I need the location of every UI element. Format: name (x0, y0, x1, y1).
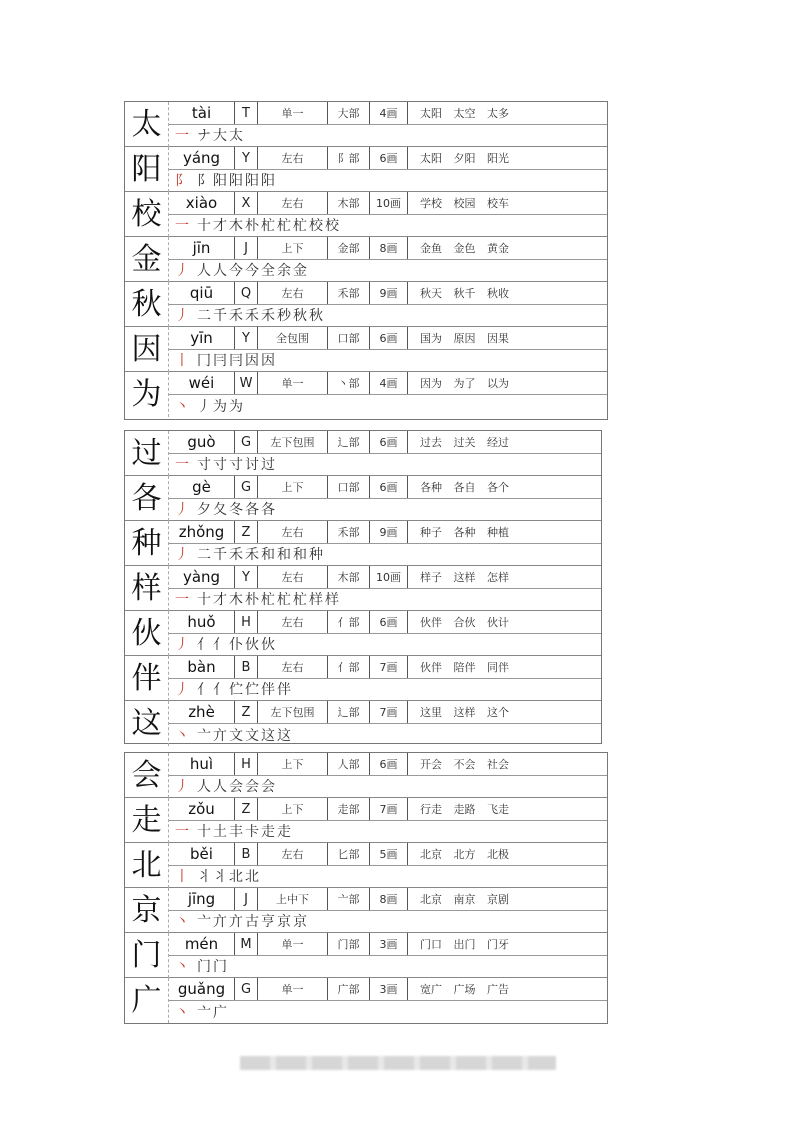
example-words: 过去 过关 经过 (420, 436, 509, 449)
structure: 单一 (258, 933, 328, 955)
info-row (169, 521, 601, 544)
stroke-sequence: 人人会会会 (197, 779, 277, 795)
example-words: 伙伴 陪伴 同伴 (420, 661, 509, 674)
initial-letter: H (235, 611, 258, 633)
large-character: 校 (125, 192, 169, 237)
stroke-sequence: 阝阳阳阳阳 (197, 173, 277, 189)
pinyin: zhè (169, 701, 235, 723)
character-entry (125, 933, 607, 978)
first-stroke: 阝 (175, 173, 191, 189)
stroke-order-row (169, 543, 601, 565)
initial-letter: G (235, 476, 258, 498)
first-stroke: 丨 (175, 869, 191, 885)
example-words: 样子 这样 怎样 (420, 571, 509, 584)
radical: 丶部 (328, 372, 370, 394)
first-stroke: 丶 (175, 398, 191, 415)
first-stroke: 丿 (175, 779, 191, 795)
structure: 左下包围 (258, 701, 328, 723)
first-stroke: 丶 (175, 959, 191, 975)
character-entry (125, 566, 601, 611)
structure: 上下 (258, 476, 328, 498)
character-entry (125, 282, 607, 327)
stroke-sequence: 亠亣文文这这 (197, 727, 293, 744)
character-entry (125, 611, 601, 656)
structure: 左右 (258, 192, 328, 214)
initial-letter: H (235, 753, 258, 775)
stroke-sequence: 夕夂冬各各 (197, 502, 277, 518)
initial-letter: J (235, 888, 258, 910)
stroke-order-row (169, 678, 601, 700)
stroke-order-row (169, 349, 607, 371)
character-entry (125, 843, 607, 888)
stroke-order-row (169, 453, 601, 475)
stroke-sequence: 亻亻伫伫伴伴 (197, 682, 293, 698)
first-stroke: 一 (175, 218, 191, 234)
large-character: 京 (125, 888, 169, 933)
character-table-3 (124, 752, 608, 1024)
example-words: 各种 各自 各个 (420, 481, 509, 494)
character-entry (125, 888, 607, 933)
example-words: 种子 各种 种植 (420, 526, 509, 539)
character-entry (125, 978, 607, 1023)
initial-letter: Y (235, 147, 258, 169)
character-entry (125, 147, 607, 192)
info-row (169, 701, 601, 724)
info-row (169, 147, 607, 170)
structure: 左右 (258, 147, 328, 169)
first-stroke: 一 (175, 128, 191, 144)
stroke-count: 4画 (370, 102, 408, 124)
initial-letter: G (235, 431, 258, 453)
example-words: 这里 这样 这个 (420, 706, 509, 719)
example-words: 太阳 夕阳 阳光 (420, 152, 509, 165)
large-character: 过 (125, 431, 169, 476)
pinyin: zhǒng (169, 521, 235, 543)
stroke-count: 7画 (370, 656, 408, 678)
stroke-order-row (169, 588, 601, 610)
character-entry (125, 192, 607, 237)
stroke-sequence: 亠亣亣古亨京京 (197, 914, 309, 930)
radical: 禾部 (328, 521, 370, 543)
first-stroke: 丶 (175, 1004, 191, 1021)
initial-letter: W (235, 372, 258, 394)
stroke-count: 8画 (370, 237, 408, 259)
radical: 门部 (328, 933, 370, 955)
info-row (169, 753, 607, 776)
info-row (169, 431, 601, 454)
character-entry (125, 431, 601, 476)
stroke-count: 8画 (370, 888, 408, 910)
example-words: 国为 原因 因果 (420, 332, 509, 345)
structure: 单一 (258, 978, 328, 1000)
first-stroke: 丿 (175, 502, 191, 518)
initial-letter: Y (235, 327, 258, 349)
stroke-sequence: 人人今今全余金 (197, 263, 309, 279)
radical: 阝部 (328, 147, 370, 169)
stroke-count: 6画 (370, 147, 408, 169)
pinyin: guò (169, 431, 235, 453)
initial-letter: G (235, 978, 258, 1000)
stroke-sequence: 二千禾禾和和和种 (197, 547, 325, 563)
info-row (169, 237, 607, 260)
large-character: 为 (125, 372, 169, 417)
character-entry (125, 476, 601, 521)
character-entry (125, 798, 607, 843)
stroke-count: 6画 (370, 431, 408, 453)
stroke-count: 9画 (370, 521, 408, 543)
character-entry (125, 237, 607, 282)
structure: 上下 (258, 237, 328, 259)
stroke-order-row (169, 775, 607, 797)
initial-letter: B (235, 656, 258, 678)
stroke-count: 6画 (370, 327, 408, 349)
radical: 亻部 (328, 611, 370, 633)
large-character: 秋 (125, 282, 169, 327)
radical: 金部 (328, 237, 370, 259)
initial-letter: Y (235, 566, 258, 588)
structure: 左右 (258, 521, 328, 543)
stroke-sequence: ナ大太 (197, 128, 245, 144)
stroke-order-row (169, 498, 601, 520)
stroke-count: 6画 (370, 476, 408, 498)
pinyin: yàng (169, 566, 235, 588)
stroke-order-row (169, 304, 607, 326)
stroke-sequence: 二千禾禾禾秒秋秋 (197, 308, 325, 324)
pinyin: tài (169, 102, 235, 124)
pinyin: jīn (169, 237, 235, 259)
stroke-sequence: 亠广 (197, 1004, 229, 1021)
stroke-count: 6画 (370, 611, 408, 633)
example-words: 秋天 秋千 秋收 (420, 287, 509, 300)
pinyin: huì (169, 753, 235, 775)
initial-letter: T (235, 102, 258, 124)
stroke-count: 7画 (370, 701, 408, 723)
large-character: 北 (125, 843, 169, 888)
info-row (169, 102, 607, 125)
stroke-count: 3画 (370, 933, 408, 955)
large-character: 会 (125, 753, 169, 798)
first-stroke: 丿 (175, 682, 191, 698)
radical: 木部 (328, 192, 370, 214)
info-row (169, 656, 601, 679)
large-character: 伙 (125, 611, 169, 656)
pinyin: zǒu (169, 798, 235, 820)
radical: 走部 (328, 798, 370, 820)
radical: 匕部 (328, 843, 370, 865)
pinyin: yáng (169, 147, 235, 169)
large-character: 伴 (125, 656, 169, 701)
structure: 单一 (258, 102, 328, 124)
info-row (169, 611, 601, 634)
pinyin: qiū (169, 282, 235, 304)
large-character: 种 (125, 521, 169, 566)
first-stroke: 丨 (175, 353, 191, 369)
stroke-sequence: 亻亻仆伙伙 (197, 637, 277, 653)
character-entry (125, 701, 601, 746)
character-entry (125, 753, 607, 798)
example-words: 因为 为了 以为 (420, 377, 509, 390)
radical: 口部 (328, 327, 370, 349)
info-row (169, 843, 607, 866)
stroke-sequence: 门门 (197, 959, 229, 975)
pinyin: bàn (169, 656, 235, 678)
structure: 左右 (258, 843, 328, 865)
stroke-count: 9画 (370, 282, 408, 304)
character-entry (125, 521, 601, 566)
stroke-sequence: 丬丬北北 (197, 869, 261, 885)
stroke-order-row (169, 214, 607, 236)
stroke-count: 5画 (370, 843, 408, 865)
info-row (169, 888, 607, 911)
stroke-count: 10画 (370, 192, 408, 214)
example-words: 北京 南京 京剧 (420, 893, 509, 906)
example-words: 宽广 广场 广告 (420, 983, 509, 996)
radical: 禾部 (328, 282, 370, 304)
pinyin: yīn (169, 327, 235, 349)
info-row (169, 192, 607, 215)
example-words: 学校 校园 校车 (420, 197, 509, 210)
example-words: 北京 北方 北极 (420, 848, 509, 861)
large-character: 各 (125, 476, 169, 521)
structure: 上下 (258, 798, 328, 820)
pinyin: gè (169, 476, 235, 498)
stroke-order-row (169, 865, 607, 887)
initial-letter: X (235, 192, 258, 214)
example-words: 开会 不会 社会 (420, 758, 509, 771)
info-row (169, 933, 607, 956)
first-stroke: 一 (175, 592, 191, 608)
structure: 左右 (258, 611, 328, 633)
info-row (169, 978, 607, 1001)
stroke-order-row (169, 955, 607, 977)
stroke-count: 3画 (370, 978, 408, 1000)
radical: 人部 (328, 753, 370, 775)
large-character: 广 (125, 978, 169, 1023)
stroke-order-row (169, 1000, 607, 1023)
radical: 广部 (328, 978, 370, 1000)
large-character: 走 (125, 798, 169, 843)
first-stroke: 丶 (175, 727, 191, 744)
example-words: 金鱼 金色 黄金 (420, 242, 509, 255)
first-stroke: 丿 (175, 637, 191, 653)
stroke-sequence: 寸寸寸讨过 (197, 457, 277, 473)
stroke-order-row (169, 633, 601, 655)
radical: 辶部 (328, 431, 370, 453)
large-character: 阳 (125, 147, 169, 192)
info-row (169, 476, 601, 499)
character-entry (125, 102, 607, 147)
example-words: 太阳 太空 太多 (420, 107, 509, 120)
stroke-sequence: 丿为为 (197, 398, 245, 415)
info-row (169, 566, 601, 589)
first-stroke: 丿 (175, 308, 191, 324)
stroke-order-row (169, 394, 607, 417)
pinyin: huǒ (169, 611, 235, 633)
first-stroke: 一 (175, 824, 191, 840)
initial-letter: Z (235, 798, 258, 820)
character-table-1 (124, 101, 608, 420)
initial-letter: M (235, 933, 258, 955)
pinyin: mén (169, 933, 235, 955)
large-character: 样 (125, 566, 169, 611)
info-row (169, 372, 607, 395)
radical: 木部 (328, 566, 370, 588)
structure: 左右 (258, 566, 328, 588)
stroke-order-row (169, 124, 607, 146)
stroke-order-row (169, 259, 607, 281)
radical: 亻部 (328, 656, 370, 678)
structure: 单一 (258, 372, 328, 394)
stroke-order-row (169, 723, 601, 746)
stroke-count: 4画 (370, 372, 408, 394)
pinyin: wéi (169, 372, 235, 394)
first-stroke: 一 (175, 457, 191, 473)
stroke-sequence: 冂冃冃因因 (197, 353, 277, 369)
pinyin: guǎng (169, 978, 235, 1000)
structure: 上下 (258, 753, 328, 775)
stroke-sequence: 十才木朴杧杧杧校校 (197, 218, 341, 234)
stroke-sequence: 十土丰卡走走 (197, 824, 293, 840)
large-character: 太 (125, 102, 169, 147)
structure: 左右 (258, 282, 328, 304)
stroke-count: 7画 (370, 798, 408, 820)
first-stroke: 丿 (175, 547, 191, 563)
structure: 左右 (258, 656, 328, 678)
stroke-order-row (169, 910, 607, 932)
initial-letter: B (235, 843, 258, 865)
stroke-order-row (169, 169, 607, 191)
pinyin: jīng (169, 888, 235, 910)
stroke-count: 10画 (370, 566, 408, 588)
radical: 口部 (328, 476, 370, 498)
first-stroke: 丿 (175, 263, 191, 279)
initial-letter: Q (235, 282, 258, 304)
example-words: 伙伴 合伙 伙计 (420, 616, 509, 629)
structure: 全包围 (258, 327, 328, 349)
example-words: 门口 出门 门牙 (420, 938, 509, 951)
large-character: 金 (125, 237, 169, 282)
structure: 左下包围 (258, 431, 328, 453)
stroke-sequence: 十才木朴杧杧杧样样 (197, 592, 341, 608)
character-entry (125, 327, 607, 372)
radical: 辶部 (328, 701, 370, 723)
stroke-count: 6画 (370, 753, 408, 775)
info-row (169, 798, 607, 821)
initial-letter: Z (235, 701, 258, 723)
example-words: 行走 走路 飞走 (420, 803, 509, 816)
initial-letter: Z (235, 521, 258, 543)
initial-letter: J (235, 237, 258, 259)
character-table-2 (124, 430, 602, 744)
large-character: 这 (125, 701, 169, 746)
pinyin: běi (169, 843, 235, 865)
radical: 亠部 (328, 888, 370, 910)
radical: 大部 (328, 102, 370, 124)
character-entry (125, 656, 601, 701)
first-stroke: 丶 (175, 914, 191, 930)
info-row (169, 327, 607, 350)
structure: 上中下 (258, 888, 328, 910)
pinyin: xiào (169, 192, 235, 214)
blurred-footer-watermark (240, 1056, 556, 1070)
stroke-order-row (169, 820, 607, 842)
large-character: 门 (125, 933, 169, 978)
info-row (169, 282, 607, 305)
character-entry (125, 372, 607, 417)
large-character: 因 (125, 327, 169, 372)
